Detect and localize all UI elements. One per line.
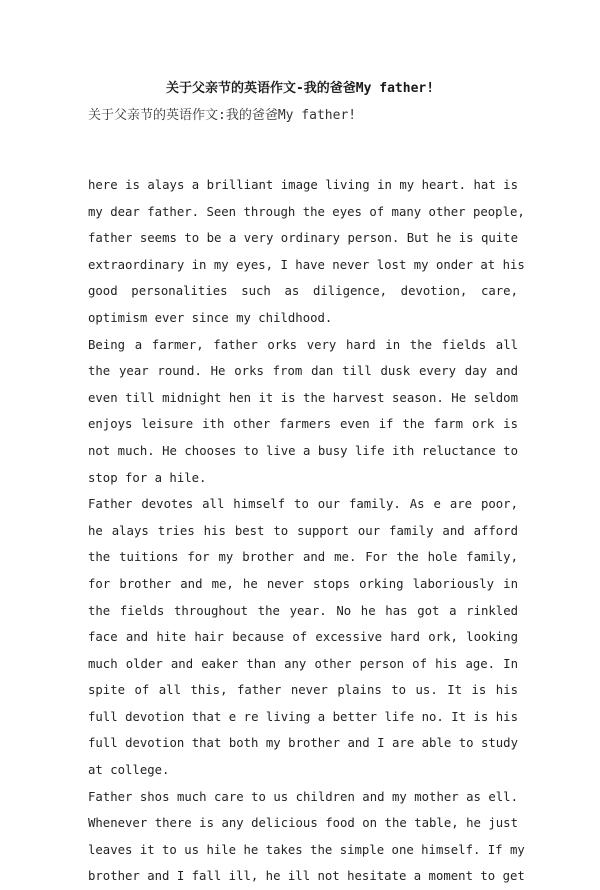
text-line: he alays tries his best to support our family and afford	[88, 523, 518, 538]
text-line: face and hite hair because of excessive hard ork, looking	[88, 630, 518, 645]
text-line: extraordinary in my eyes, I have never lost my onder at his	[88, 257, 525, 272]
text-line: Father shos much care to us children and my mother as ell.	[88, 789, 518, 804]
text-line: even till midnight hen it is the harvest season. He seldom	[88, 390, 518, 405]
text-line: optimism ever since my childhood.	[88, 310, 333, 325]
text-line: spite of all this, father never plains to us. It is his	[88, 683, 518, 698]
text-line: my dear father. Seen through the eyes of many other people,	[88, 204, 525, 219]
text-line: for brother and me, he never stops orking laboriously in	[88, 576, 518, 591]
text-line: father seems to be a very ordinary person. But he is quite	[88, 231, 518, 246]
text-line: not much. He chooses to live a busy life ith reluctance to	[88, 443, 518, 458]
text-line: full devotion that both my brother and I are able to study	[88, 736, 518, 751]
text-line: here is alays a brilliant image living in my heart. hat is	[88, 178, 518, 192]
text-line: Being a farmer, father orks very hard in the fields all	[88, 337, 518, 352]
text-line: full devotion that e re living a better life no. It is his	[88, 709, 518, 724]
text-line: good personalities such as diligence, devotion, care,	[88, 284, 518, 299]
text-line: stop for a hile.	[88, 470, 207, 485]
text-line: the year round. He orks from dan till dusk every day and	[88, 364, 518, 379]
text-line: brother and I fall ill, he ill not hesitate a moment to get	[88, 869, 525, 884]
text-line: the tuitions for my brother and me. For the hole family,	[88, 550, 518, 565]
text-line: much older and eaker than any other person of his age. In	[88, 656, 518, 671]
text-line: enjoys leisure ith other farmers even if the farm ork is	[88, 417, 518, 432]
text-line: leaves it to us hile he takes the simple one himself. If my	[88, 842, 525, 857]
text-line: Father devotes all himself to our family. As e are poor,	[88, 497, 518, 512]
text-line: Whenever there is any delicious food on the table, he just	[88, 816, 518, 831]
essay-body	[88, 172, 525, 890]
text-line: at college.	[88, 763, 170, 778]
document-title: 关于父亲节的英语作文-我的爸爸My father!	[165, 81, 435, 96]
text-line: the fields throughout the year. No he has got a rinkled	[88, 603, 518, 618]
document-subtitle: 关于父亲节的英语作文:我的爸爸My father!	[88, 108, 357, 123]
